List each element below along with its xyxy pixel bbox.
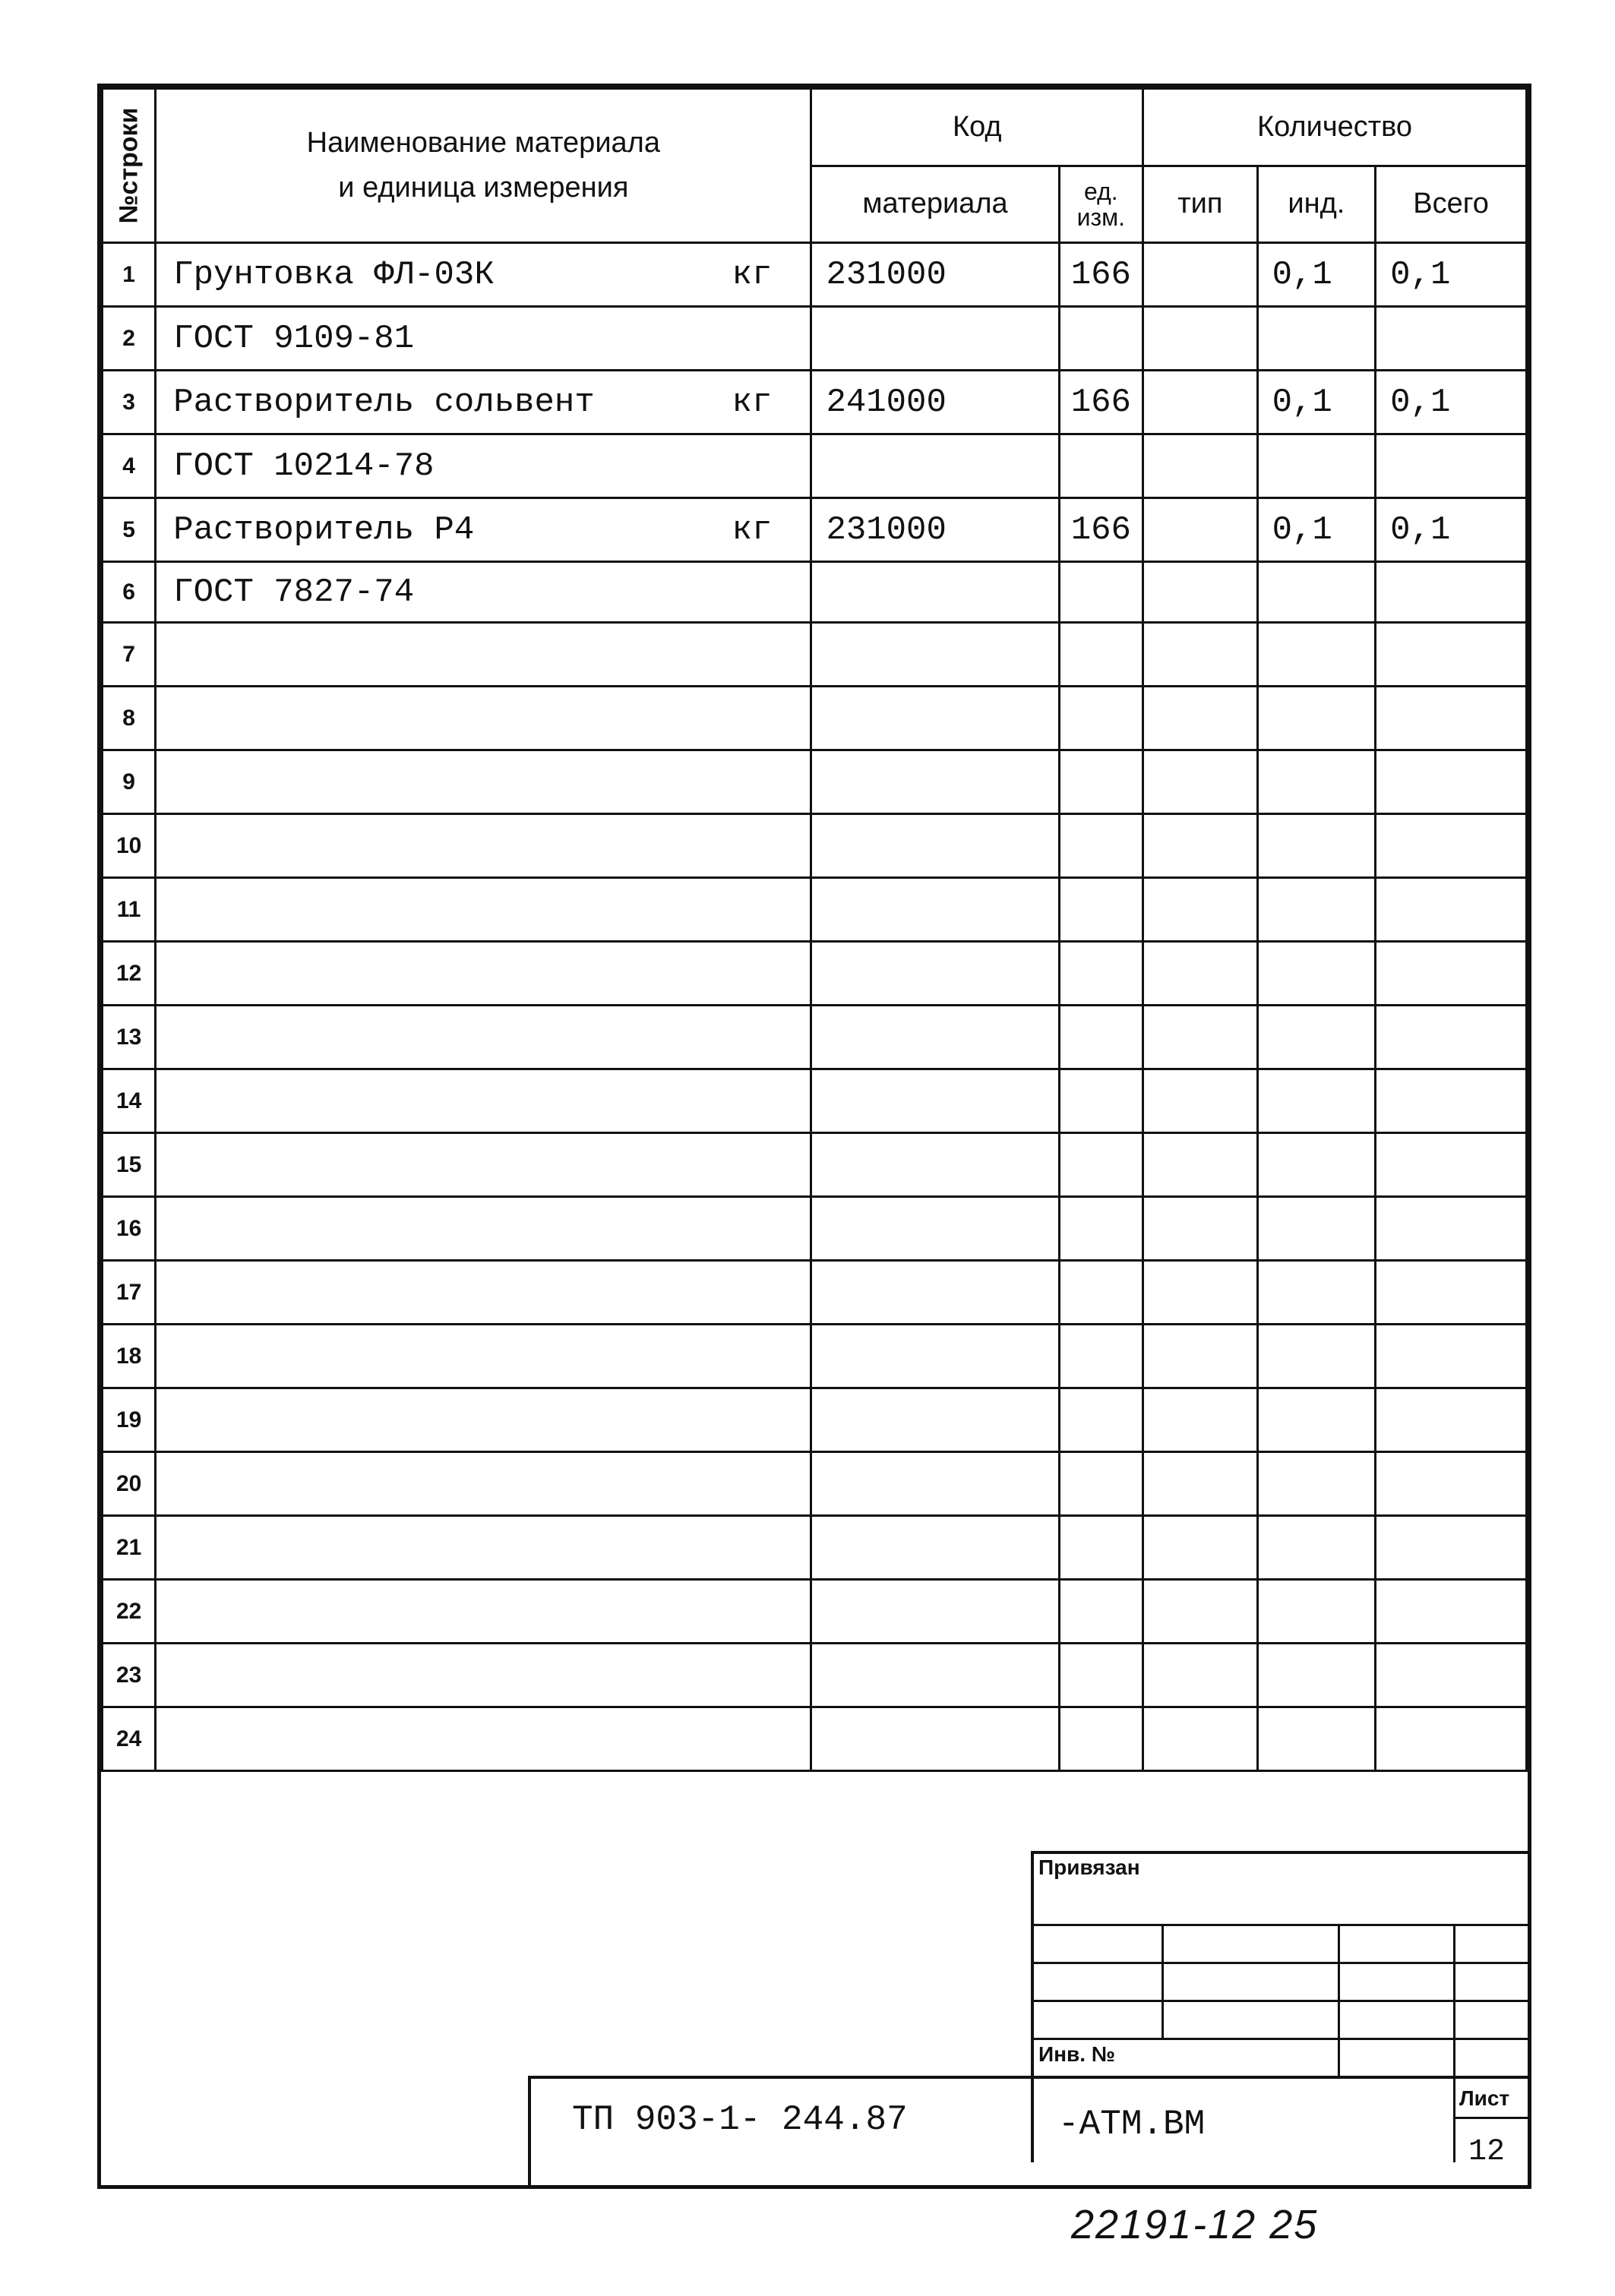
title-block-line [528,2076,531,2185]
qty-total [1376,562,1527,623]
material-name-cell [156,687,811,750]
qty-ind [1257,1325,1376,1388]
row-number-header [103,89,156,243]
row-number: 14 [103,1069,156,1133]
qty-type [1143,1006,1258,1069]
table-row [103,1325,1527,1388]
material-name-cell [156,1516,811,1580]
qty-type [1143,1452,1258,1516]
qty-total [1376,1133,1527,1197]
row-number: 2 [103,307,156,371]
unit-code [1059,1452,1143,1516]
unit-code [1059,1707,1143,1771]
attached-label: Привязан [1038,1855,1140,1879]
material-code [811,1707,1059,1771]
row-number-header-text: №строки [114,107,144,224]
qty-total [1376,942,1527,1006]
qty-total [1376,1261,1527,1325]
unit-code: 166 [1059,498,1143,562]
table-row [103,434,1527,498]
quantity-header: Количество [1143,89,1527,166]
material-code [811,1133,1059,1197]
material-code [811,687,1059,750]
row-number: 16 [103,1197,156,1261]
code-header: Код [811,89,1143,166]
row-number: 15 [103,1133,156,1197]
qty-total [1376,1325,1527,1388]
table-row [103,1261,1527,1325]
unit-code [1059,1580,1143,1644]
qty-ind [1257,1388,1376,1452]
unit-code [1059,878,1143,942]
material-name: Растворитель Р4 [173,510,475,549]
material-unit: кг [732,255,773,294]
material-name: ГОСТ 7827-74 [173,573,415,611]
row-number: 6 [103,562,156,623]
qty-type [1143,243,1258,307]
table-row [103,307,1527,371]
code-unit-header [1059,166,1143,243]
qty-type [1143,1197,1258,1261]
row-number: 3 [103,371,156,434]
qty-ind [1257,750,1376,814]
material-code: 231000 [811,243,1059,307]
qty-ind [1257,942,1376,1006]
unit-code [1059,1133,1143,1197]
qty-total [1376,1388,1527,1452]
qty-total [1376,1452,1527,1516]
handwritten-archive-number: 22191-12 25 [1071,2202,1319,2247]
material-name-cell [156,750,811,814]
qty-type [1143,687,1258,750]
material-code [811,1644,1059,1707]
material-name: ГОСТ 10214-78 [173,447,435,485]
material-name-cell [156,1580,811,1644]
unit-code [1059,1388,1143,1452]
qty-total [1376,750,1527,814]
table-row [103,1133,1527,1197]
material-name-cell [156,1452,811,1516]
material-name-cell [156,1388,811,1452]
unit-code [1059,434,1143,498]
qty-ind [1257,1707,1376,1771]
material-code [811,562,1059,623]
row-number: 1 [103,243,156,307]
table-row [103,1516,1527,1580]
unit-code [1059,1069,1143,1133]
qty-ind [1257,307,1376,371]
unit-code: 166 [1059,243,1143,307]
qty-type [1143,1644,1258,1707]
unit-code [1059,750,1143,814]
row-number: 23 [103,1644,156,1707]
material-code [811,1580,1059,1644]
table-row [103,498,1527,562]
table-row [103,1006,1527,1069]
material-name-cell [156,1707,811,1771]
qty-total [1376,1069,1527,1133]
material-unit: кг [732,510,773,549]
table-row [103,687,1527,750]
stamp-line [1031,1851,1034,2162]
qty-total [1376,878,1527,942]
unit-code [1059,1197,1143,1261]
unit-code [1059,1516,1143,1580]
qty-type-header: тип [1143,166,1258,243]
qty-type [1143,307,1258,371]
material-code [811,942,1059,1006]
table-row [103,623,1527,687]
qty-ind [1257,1197,1376,1261]
material-name-cell [156,562,811,623]
stamp-line [1453,2117,1528,2119]
qty-type [1143,942,1258,1006]
qty-ind [1257,1261,1376,1325]
qty-ind: 0,1 [1257,498,1376,562]
qty-total: 0,1 [1376,243,1527,307]
material-code [811,814,1059,878]
table-row [103,243,1527,307]
table-row [103,942,1527,1006]
table-row [103,878,1527,942]
qty-total [1376,434,1527,498]
row-number: 7 [103,623,156,687]
row-number: 11 [103,878,156,942]
material-unit: кг [732,383,773,422]
material-name-cell [156,1006,811,1069]
material-name-cell [156,942,811,1006]
material-name-cell [156,1261,811,1325]
unit-code [1059,814,1143,878]
row-number: 8 [103,687,156,750]
material-name-cell [156,371,811,434]
material-code [811,623,1059,687]
document-code: ТП 903-1- 244.87 [572,2100,908,2140]
stamp-line [1338,1924,1340,2076]
row-number: 10 [103,814,156,878]
row-number: 5 [103,498,156,562]
unit-code [1059,1261,1143,1325]
qty-ind [1257,1580,1376,1644]
material-name-cell [156,243,811,307]
material-code [811,307,1059,371]
name-header [156,89,811,243]
row-number: 18 [103,1325,156,1388]
qty-type [1143,750,1258,814]
unit-code [1059,1006,1143,1069]
unit-code [1059,942,1143,1006]
material-code [811,1069,1059,1133]
unit-code [1059,307,1143,371]
qty-type [1143,878,1258,942]
table-row [103,371,1527,434]
qty-type [1143,1069,1258,1133]
row-number: 9 [103,750,156,814]
row-number: 20 [103,1452,156,1516]
qty-ind-header: инд. [1257,166,1376,243]
qty-type [1143,1580,1258,1644]
qty-ind [1257,1069,1376,1133]
title-block-line [528,2076,1528,2079]
stamp-line [1161,1924,1164,2038]
qty-total [1376,1006,1527,1069]
unit-code: 166 [1059,371,1143,434]
table-row [103,1707,1527,1771]
qty-type [1143,1133,1258,1197]
material-name-cell [156,1069,811,1133]
table-row [103,1580,1527,1644]
qty-total [1376,307,1527,371]
row-number: 4 [103,434,156,498]
qty-total [1376,1707,1527,1771]
unit-code [1059,623,1143,687]
qty-total: 0,1 [1376,498,1527,562]
material-name: Грунтовка ФЛ-03К [173,255,495,294]
qty-type [1143,1516,1258,1580]
unit-code [1059,1644,1143,1707]
qty-total [1376,1516,1527,1580]
row-number: 12 [103,942,156,1006]
row-number: 21 [103,1516,156,1580]
row-number: 17 [103,1261,156,1325]
qty-total [1376,1644,1527,1707]
qty-total: 0,1 [1376,371,1527,434]
material-name-cell [156,1197,811,1261]
table-row [103,1644,1527,1707]
unit-code [1059,562,1143,623]
material-name: Растворитель сольвент [173,383,595,422]
qty-type [1143,1261,1258,1325]
sheet-number: 12 [1468,2135,1506,2169]
material-code [811,434,1059,498]
material-name-cell [156,1644,811,1707]
row-number: 13 [103,1006,156,1069]
sheet-label: Лист [1459,2086,1510,2110]
row-number: 24 [103,1707,156,1771]
document-sheet [97,84,1531,2189]
code-unit-header-line2: изм. [1076,203,1126,231]
qty-total [1376,1197,1527,1261]
name-header-line1: Наименование материала [306,127,660,159]
qty-type [1143,814,1258,878]
qty-ind [1257,1644,1376,1707]
stamp-line [1453,1924,1455,2162]
material-name-cell [156,814,811,878]
qty-ind: 0,1 [1257,243,1376,307]
qty-ind: 0,1 [1257,371,1376,434]
table-row [103,1069,1527,1133]
material-code [811,878,1059,942]
qty-type [1143,562,1258,623]
row-number: 22 [103,1580,156,1644]
materials-table [101,87,1528,1772]
unit-code [1059,1325,1143,1388]
material-name-cell [156,498,811,562]
table-row [103,814,1527,878]
table-row [103,750,1527,814]
qty-type [1143,498,1258,562]
qty-type [1143,434,1258,498]
qty-ind [1257,434,1376,498]
inventory-number-label: Инв. № [1038,2042,1116,2066]
qty-total [1376,1580,1527,1644]
qty-ind [1257,814,1376,878]
row-number: 19 [103,1388,156,1452]
material-code: 231000 [811,498,1059,562]
material-code [811,1006,1059,1069]
qty-ind [1257,623,1376,687]
qty-type [1143,623,1258,687]
stamp-line [1031,1851,1528,1854]
qty-total [1376,814,1527,878]
material-code [811,1388,1059,1452]
qty-type [1143,1707,1258,1771]
qty-ind [1257,878,1376,942]
material-code [811,750,1059,814]
table-row [103,1388,1527,1452]
material-name-cell [156,307,811,371]
material-name-cell [156,1325,811,1388]
table-row [103,1197,1527,1261]
material-code [811,1261,1059,1325]
material-name-cell [156,434,811,498]
qty-ind [1257,1452,1376,1516]
qty-ind [1257,687,1376,750]
qty-ind [1257,1133,1376,1197]
material-name-cell [156,878,811,942]
material-code [811,1452,1059,1516]
name-header-line2: и единица измерения [338,172,629,204]
qty-type [1143,1325,1258,1388]
material-code [811,1516,1059,1580]
material-code [811,1325,1059,1388]
material-name-cell [156,1133,811,1197]
qty-total-header: Всего [1376,166,1527,243]
code-unit-header-line1: ед. [1084,177,1118,205]
material-name-cell [156,623,811,687]
code-material-header: материала [811,166,1059,243]
qty-total [1376,623,1527,687]
qty-type [1143,371,1258,434]
qty-ind [1257,562,1376,623]
qty-ind [1257,1516,1376,1580]
unit-code [1059,687,1143,750]
qty-total [1376,687,1527,750]
material-name: ГОСТ 9109-81 [173,319,415,358]
document-code-suffix: -АТМ.ВМ [1058,2105,1206,2144]
material-code: 241000 [811,371,1059,434]
qty-type [1143,1388,1258,1452]
qty-ind [1257,1006,1376,1069]
table-row [103,562,1527,623]
material-code [811,1197,1059,1261]
table-row [103,1452,1527,1516]
